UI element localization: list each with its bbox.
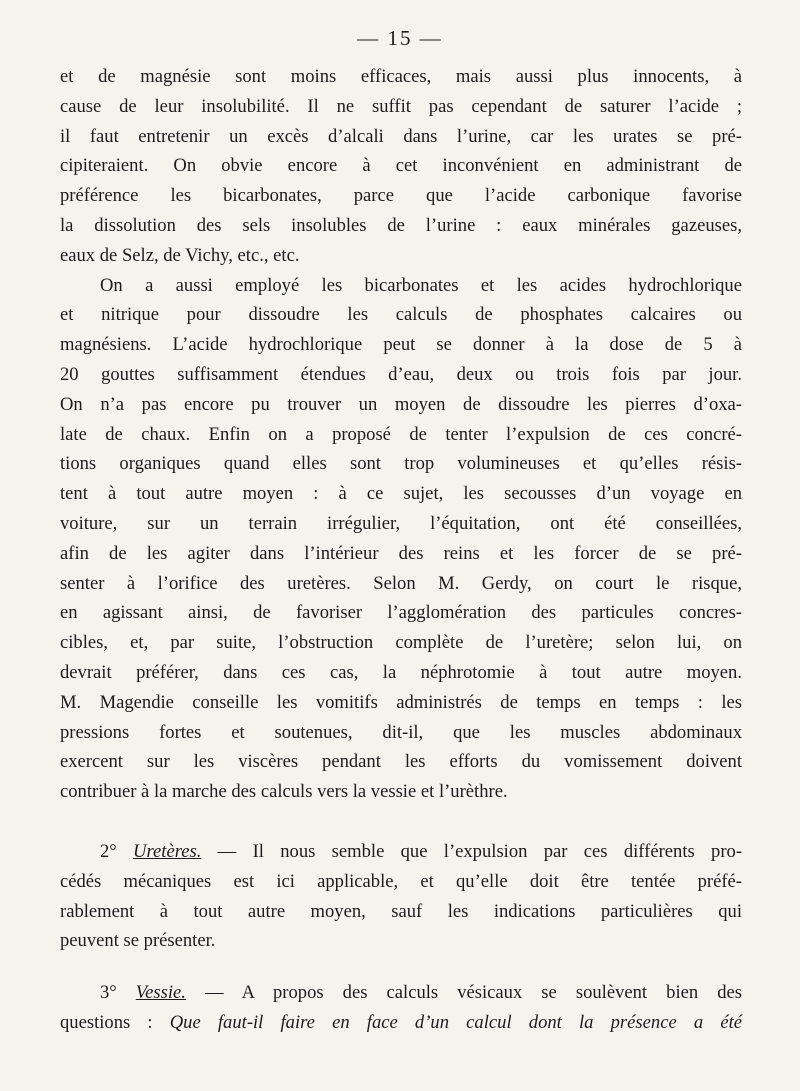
- section-dash: —: [201, 840, 253, 862]
- section-title: Uretères.: [133, 840, 202, 862]
- text-line: pressions fortes et soutenues, dit-il, que les muscles abdominaux: [60, 721, 742, 743]
- section-number: 3°: [100, 982, 117, 1004]
- section-dash: —: [185, 982, 242, 1004]
- text-line: voiture, sur un terrain irrégulier, l’équitation, ont été conseillées,: [60, 512, 742, 534]
- italic-question: Que faut-il faire en face d’un calcul dont la présence a été: [169, 1011, 742, 1033]
- text-line: senter à l’orifice des uretères. Selon M. Gerdy, on court le risque,: [60, 572, 742, 594]
- text-line: devrait préférer, dans ces cas, la néphrotomie à tout autre moyen.: [60, 661, 742, 683]
- text-line: [60, 837, 742, 867]
- text-line: et nitrique pour dissoudre les calculs de phosphates calcaires ou: [60, 304, 742, 326]
- text-line: contribuer à la marche des calculs vers la vessie et l’urèthre.: [60, 781, 508, 803]
- text-line: [60, 1008, 742, 1038]
- text-line: eaux de Selz, de Vichy, etc., etc.: [60, 244, 300, 266]
- section-ureteres: [60, 837, 742, 956]
- section-text: A propos des calculs vésicaux se soulèvent bien des: [241, 982, 742, 1004]
- section-text: questions :: [60, 1011, 170, 1033]
- text-line: préférence les bicarbonates, parce que l’acide carbonique favorise: [60, 185, 742, 207]
- text-line: [60, 978, 742, 1008]
- text-line: cipiteraient. On obvie encore à cet inconvénient en administrant de: [60, 155, 742, 177]
- section-title: Vessie.: [135, 982, 186, 1004]
- text-line: 20 gouttes suffisamment étendues d’eau, deux ou trois fois par jour.: [60, 363, 742, 385]
- text-line: magnésiens. L’acide hydrochlorique peut se donner à la dose de 5 à: [60, 334, 742, 356]
- text-line: On n’a pas encore pu trouver un moyen de dissoudre les pierres d’oxa-: [60, 393, 742, 415]
- text-line: et de magnésie sont moins efficaces, mais aussi plus innocents, à: [60, 66, 742, 87]
- text-line: late de chaux. Enfin on a proposé de tenter l’expulsion de ces concré-: [60, 423, 742, 445]
- text-line: M. Magendie conseille les vomitifs administrés de temps en temps : les: [60, 691, 742, 713]
- page-text: [60, 62, 742, 1038]
- text-line: rablement à tout autre moyen, sauf les indications particulières qui: [60, 900, 742, 922]
- text-line: peuvent se présenter.: [60, 930, 216, 952]
- text-line: la dissolution des sels insolubles de l’urine : eaux minérales gazeuses,: [60, 214, 742, 236]
- paragraph-2: [60, 271, 742, 807]
- text-line: exercent sur les viscères pendant les efforts du vomissement doivent: [60, 751, 742, 773]
- section-text: Il nous semble que l’expulsion par ces différents pro-: [252, 840, 743, 862]
- text-line: afin de les agiter dans l’intérieur des reins et les forcer de se pré-: [60, 542, 742, 564]
- section-number: 2°: [100, 840, 117, 862]
- text-line: On a aussi employé les bicarbonates et les acides hydrochlorique: [100, 274, 742, 296]
- text-line: il faut entretenir un excès d’alcali dans l’urine, car les urates se pré-: [60, 125, 742, 147]
- text-line: tent à tout autre moyen : à ce sujet, les secousses d’un voyage en: [60, 483, 742, 505]
- page-number: — 15 —: [357, 26, 443, 50]
- section-gap: [60, 956, 742, 978]
- section-gap: [60, 807, 742, 837]
- text-line: cause de leur insolubilité. Il ne suffit pas cependant de saturer l’acide ;: [60, 95, 742, 117]
- text-line: en agissant ainsi, de favoriser l’agglomération des particules concres-: [60, 602, 742, 624]
- text-line: cédés mécaniques est ici applicable, et qu’elle doit être tentée préfé-: [60, 870, 742, 892]
- paragraph-1: [60, 62, 742, 271]
- section-vessie: [60, 978, 742, 1038]
- text-line: cibles, et, par suite, l’obstruction complète de l’uretère; selon lui, on: [60, 632, 742, 654]
- text-line: tions organiques quand elles sont trop volumineuses et qu’elles résis-: [60, 453, 742, 475]
